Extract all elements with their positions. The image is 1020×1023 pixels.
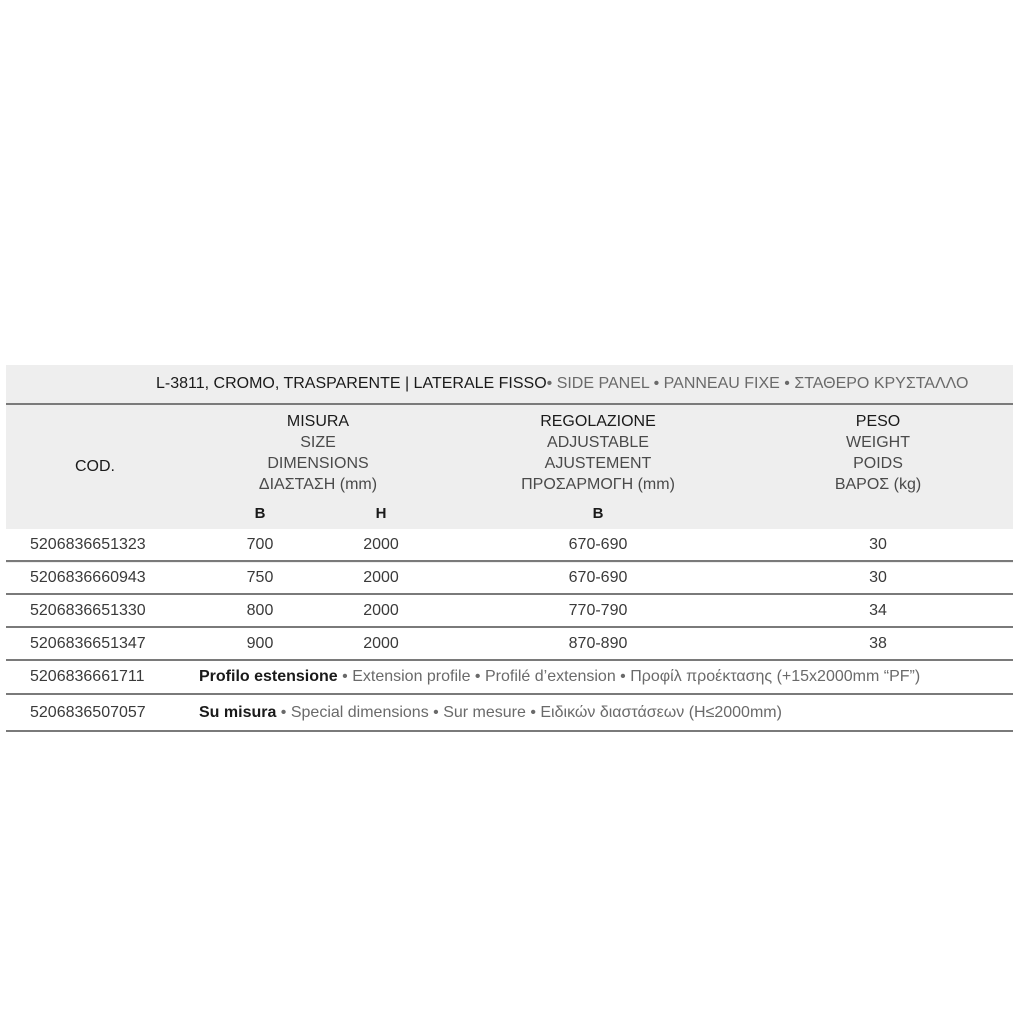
header-regolazione [498,411,698,495]
row-description-bold: Su misura [199,703,277,721]
row-code: 5206836651330 [30,601,146,619]
header-peso-greek: ΒΑΡΟΣ (kg) [834,476,922,493]
row-code: 5206836651347 [30,634,146,652]
header-peso-weight: WEIGHT [846,434,910,451]
table-row [6,595,1013,628]
product-table [6,365,1013,721]
row-h: 2000 [363,634,399,652]
subheader-b: B [254,505,266,522]
row-regolazione: 770-790 [568,601,628,619]
row-description-bold: Profilo estensione [199,668,338,685]
row-description-rest: • Special dimensions • Sur mesure • Ειδικών διαστάσεων (H≤2000mm) [276,703,782,721]
row-regolazione: 670-690 [568,568,628,586]
header-peso [818,411,938,495]
row-code: 5206836661711 [30,668,145,685]
header-regolazione-greek: ΠΡΟΣΑΡΜΟΓΗ (mm) [521,476,675,493]
table-row [6,628,1013,661]
table-row-custom [6,695,1013,732]
table-title [6,365,1013,405]
header-misura-dimensions: DIMENSIONS [267,455,369,472]
row-b: 900 [246,634,274,652]
subheader-reg-b: B [592,505,604,522]
header-peso-poids: POIDS [853,455,903,472]
title-translations: • SIDE PANEL • PANNEAU FIXE • ΣΤΑΘΕΡΟ ΚΡΥΣΤΑΛΛΟ [546,375,969,392]
table-row [6,529,1013,562]
row-regolazione: 670-690 [568,535,628,553]
subheader-h: H [375,505,387,522]
title-product: L-3811, CROMO, TRASPARENTE | LATERALE FISSO [156,375,547,392]
row-peso: 38 [869,634,887,652]
row-b: 750 [246,568,274,586]
header-regolazione-ajustement: AJUSTEMENT [544,455,652,472]
header-misura-main: MISURA [286,413,350,430]
row-code: 5206836651323 [30,535,146,553]
header-misura-greek: ΔΙΑΣΤΑΣΗ (mm) [258,476,378,493]
table-row [6,562,1013,595]
row-b: 700 [246,535,274,553]
table-header [6,405,1013,529]
row-peso: 30 [869,535,887,553]
header-misura-size: SIZE [300,434,336,451]
header-peso-main: PESO [855,413,901,430]
row-code: 5206836660943 [30,568,146,586]
row-h: 2000 [363,601,399,619]
header-cod: COD. [75,458,115,475]
row-description [199,695,782,730]
row-h: 2000 [363,568,399,586]
row-peso: 34 [869,601,887,619]
header-misura [238,411,398,495]
header-regolazione-adjustable: ADJUSTABLE [547,434,649,451]
row-description-rest: • Extension profile • Profilé d’extension • Προφίλ προέκτασης (+15x2000mm “PF”) [337,668,921,685]
row-code: 5206836507057 [30,703,146,721]
row-h: 2000 [363,535,399,553]
row-peso: 30 [869,568,887,586]
row-regolazione: 870-890 [568,634,628,652]
row-b: 800 [246,601,274,619]
table-row-extension [6,661,1013,695]
row-description [199,661,920,693]
table-body [6,529,1013,732]
header-regolazione-main: REGOLAZIONE [540,413,656,430]
